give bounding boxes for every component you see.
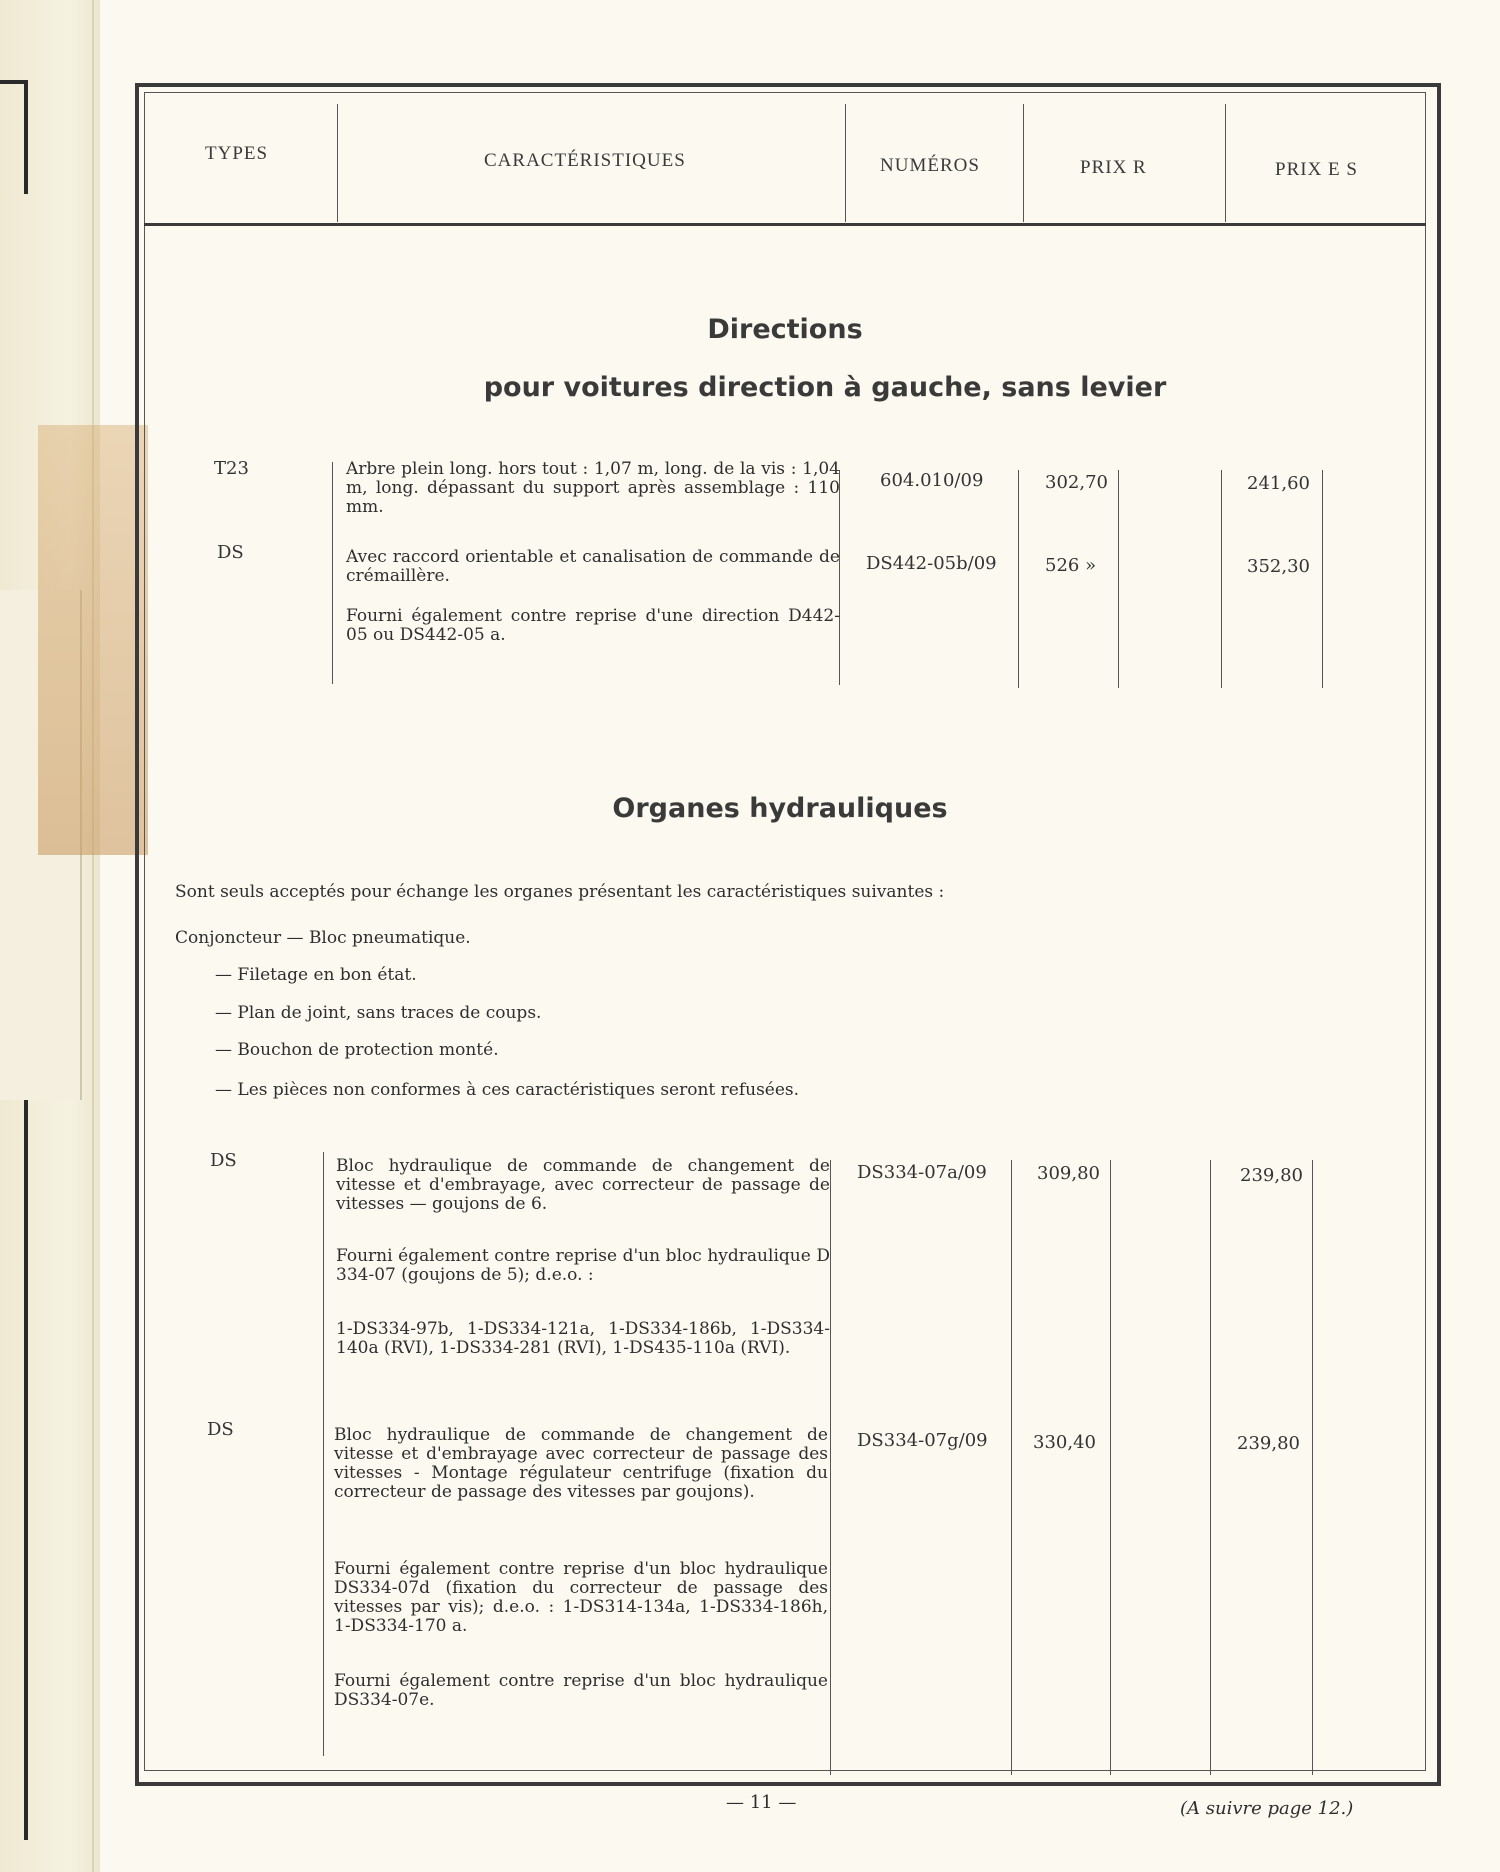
previous-page-frame-edge-lower	[0, 1100, 28, 1840]
row-type: DS	[210, 1150, 237, 1171]
section-title-organes-hydrauliques: Organes hydrauliques	[612, 793, 948, 824]
row-description: 1-DS334-97b, 1-DS334-121a, 1-DS334-186b, 1-DS334-140a (RVI), 1-DS334-281 (RVI), 1-DS435-110a (RVI).	[336, 1319, 830, 1358]
row-description: Fourni également contre reprise d'un bloc hydraulique DS334-07e.	[334, 1671, 828, 1710]
adhesive-tape-stain	[38, 425, 148, 855]
row-prix-es: 239,80	[1237, 1433, 1300, 1454]
header-divider	[1225, 104, 1226, 222]
continuation-note: (A suivre page 12.)	[1180, 1798, 1354, 1819]
conjoncteur-line: Conjoncteur — Bloc pneumatique.	[175, 928, 471, 948]
column-divider	[1118, 470, 1119, 688]
column-divider	[830, 1160, 831, 1775]
header-numeros: NUMÉROS	[880, 155, 980, 176]
list-item: — Plan de joint, sans traces de coups.	[215, 1003, 542, 1023]
header-divider	[1023, 104, 1024, 222]
row-numero: DS442-05b/09	[866, 553, 997, 574]
row-prix-es: 352,30	[1247, 556, 1310, 577]
column-divider	[1221, 470, 1222, 688]
page-number: — 11 —	[726, 1792, 797, 1813]
row-prix-es: 241,60	[1247, 473, 1310, 494]
row-description: Avec raccord orientable et canalisation de commande de crémaillère.	[346, 547, 840, 586]
row-type: T23	[214, 458, 249, 479]
binding-fold-line	[92, 0, 94, 1872]
row-prix-r: 309,80	[1037, 1163, 1100, 1184]
list-item: — Bouchon de protection monté.	[215, 1040, 499, 1060]
row-prix-r: 526 »	[1045, 555, 1097, 576]
section-subtitle-directions: pour voitures direction à gauche, sans levier	[483, 372, 1167, 403]
header-divider	[337, 104, 338, 222]
row-prix-es: 239,80	[1240, 1165, 1303, 1186]
column-divider	[1322, 470, 1323, 688]
previous-page-frame-edge	[0, 80, 28, 194]
row-numero: DS334-07a/09	[857, 1162, 987, 1183]
header-types: TYPES	[205, 143, 269, 164]
header-divider	[845, 104, 846, 222]
row-numero: 604.010/09	[880, 470, 984, 491]
column-divider	[1110, 1160, 1111, 1775]
row-description: Fourni également contre reprise d'un bloc hydraulique D 334-07 (goujons de 5); d.e.o. :	[336, 1246, 830, 1285]
section-title-directions: Directions	[707, 314, 863, 345]
header-rule	[144, 223, 1426, 226]
column-divider	[1210, 1160, 1211, 1775]
row-description: Bloc hydraulique de commande de changement de vitesse et d'embrayage, avec correcteur de passage de vitesses — goujons de 6.	[336, 1156, 830, 1214]
list-item: — Filetage en bon état.	[215, 965, 417, 985]
column-divider	[323, 1152, 324, 1756]
column-divider	[1018, 470, 1019, 688]
row-description: Fourni également contre reprise d'une direction D442-05 ou DS442-05 a.	[346, 606, 840, 645]
column-divider	[1312, 1160, 1313, 1775]
row-description: Fourni également contre reprise d'un bloc hydraulique DS334-07d (fixation du correcteur de passage des vitesses par vis); d.e.o. : 1-DS314-134a, 1-DS334-186h, 1-DS334-170 a.	[334, 1559, 828, 1636]
header-prix-r: PRIX R	[1080, 157, 1147, 178]
row-prix-r: 302,70	[1045, 472, 1108, 493]
column-divider	[1011, 1160, 1012, 1775]
column-divider	[332, 462, 333, 684]
row-description: Arbre plein long. hors tout : 1,07 m, long. de la vis : 1,04 m, long. dépassant du support après assemblage : 110 mm.	[346, 459, 840, 517]
list-item: — Les pièces non conformes à ces caractéristiques seront refusées.	[215, 1080, 800, 1100]
intro-paragraph: Sont seuls acceptés pour échange les organes présentant les caractéristiques suivantes :	[175, 882, 945, 902]
row-type: DS	[217, 542, 244, 563]
row-prix-r: 330,40	[1033, 1432, 1096, 1453]
row-type: DS	[207, 1419, 234, 1440]
header-prix-es: PRIX E S	[1275, 159, 1358, 180]
header-caracteristiques: CARACTÉRISTIQUES	[484, 150, 686, 171]
row-description: Bloc hydraulique de commande de changement de vitesse et d'embrayage avec correcteur de passage des vitesses - Montage régulateur centrifuge (fixation du correcteur de passage des vitesses par goujons).	[334, 1425, 828, 1502]
row-numero: DS334-07g/09	[857, 1430, 988, 1451]
